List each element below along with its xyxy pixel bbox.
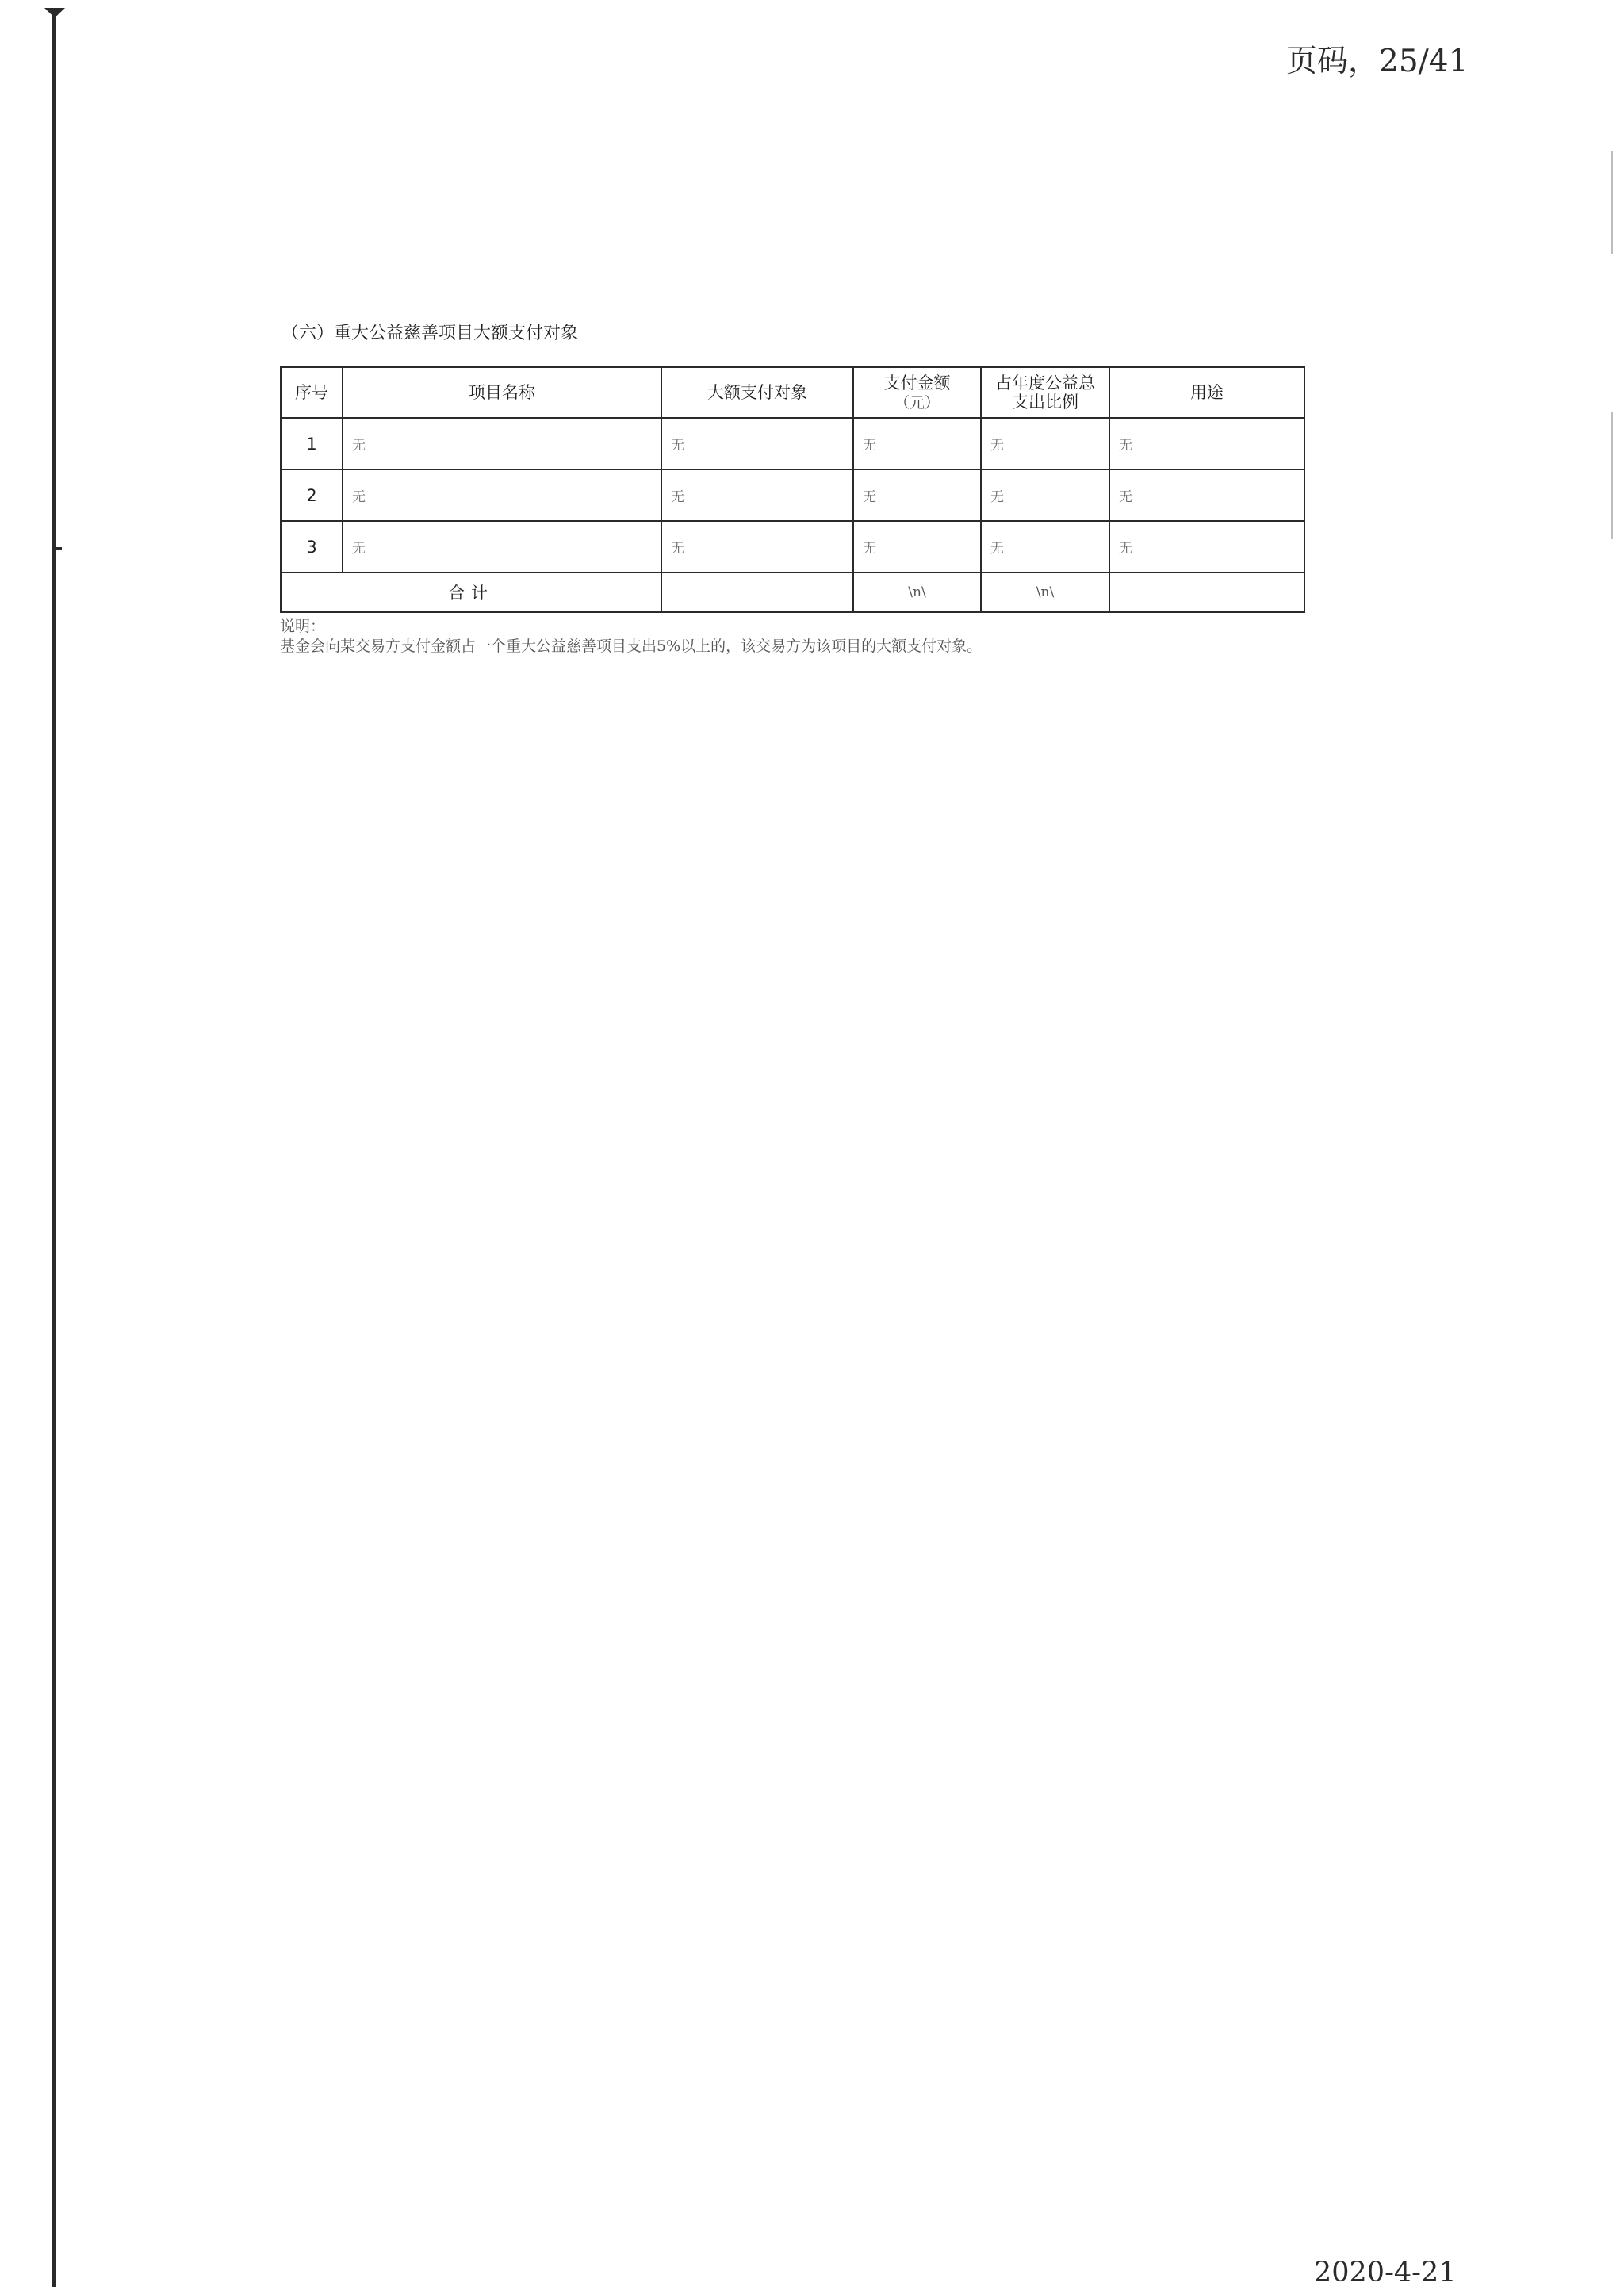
header-usage: 用途: [1109, 367, 1304, 418]
header-ratio-line1: 占年度公益总: [995, 373, 1095, 393]
page-number: 页码，25/41: [1286, 44, 1469, 79]
scan-edge-mark: [1611, 151, 1613, 254]
total-ratio: \n\: [981, 573, 1109, 612]
row-amount: 无: [853, 469, 981, 521]
section-title: （六）重大公益慈善项目大额支付对象: [282, 324, 579, 343]
row-project-name: 无: [343, 469, 661, 521]
row-ratio: 无: [981, 521, 1109, 573]
date-stamp: 2020-4-21: [1314, 2257, 1457, 2288]
table-row: [281, 521, 1304, 573]
row-ratio: 无: [981, 418, 1109, 469]
header-project-name: 项目名称: [343, 367, 661, 418]
total-row: [281, 573, 1304, 612]
header-amount-line2: （元）: [894, 393, 940, 412]
row-index: 3: [281, 521, 343, 573]
header-amount: [853, 367, 981, 418]
payment-table: [280, 366, 1305, 613]
binding-line: [52, 11, 56, 2287]
row-amount: 无: [853, 521, 981, 573]
header-ratio: [981, 367, 1109, 418]
table-row: [281, 418, 1304, 469]
row-project-name: 无: [343, 418, 661, 469]
row-index: 1: [281, 418, 343, 469]
table-header-row: [281, 367, 1304, 418]
row-payee: 无: [661, 418, 853, 469]
header-ratio-line2: 支出比例: [1012, 393, 1078, 412]
row-usage: 无: [1109, 418, 1304, 469]
scan-edge-mark: [1611, 412, 1613, 539]
header-amount-line1: 支付金额: [883, 373, 951, 393]
row-usage: 无: [1109, 521, 1304, 573]
total-label: 合计: [281, 573, 661, 612]
binding-tick: [56, 547, 62, 550]
header-payee: 大额支付对象: [661, 367, 853, 418]
table-row: [281, 469, 1304, 521]
note-label: 说明：: [280, 618, 326, 635]
total-amount: \n\: [853, 573, 981, 612]
row-amount: 无: [853, 418, 981, 469]
row-ratio: 无: [981, 469, 1109, 521]
row-index: 2: [281, 469, 343, 521]
row-usage: 无: [1109, 469, 1304, 521]
note-text: 基金会向某交易方支付金额占一个重大公益慈善项目支出5%以上的，该交易方为该项目的大额支付对象。: [280, 638, 982, 655]
row-project-name: 无: [343, 521, 661, 573]
total-usage: [1109, 573, 1304, 612]
total-payee: [661, 573, 853, 612]
header-index: 序号: [281, 367, 343, 418]
row-payee: 无: [661, 469, 853, 521]
row-payee: 无: [661, 521, 853, 573]
